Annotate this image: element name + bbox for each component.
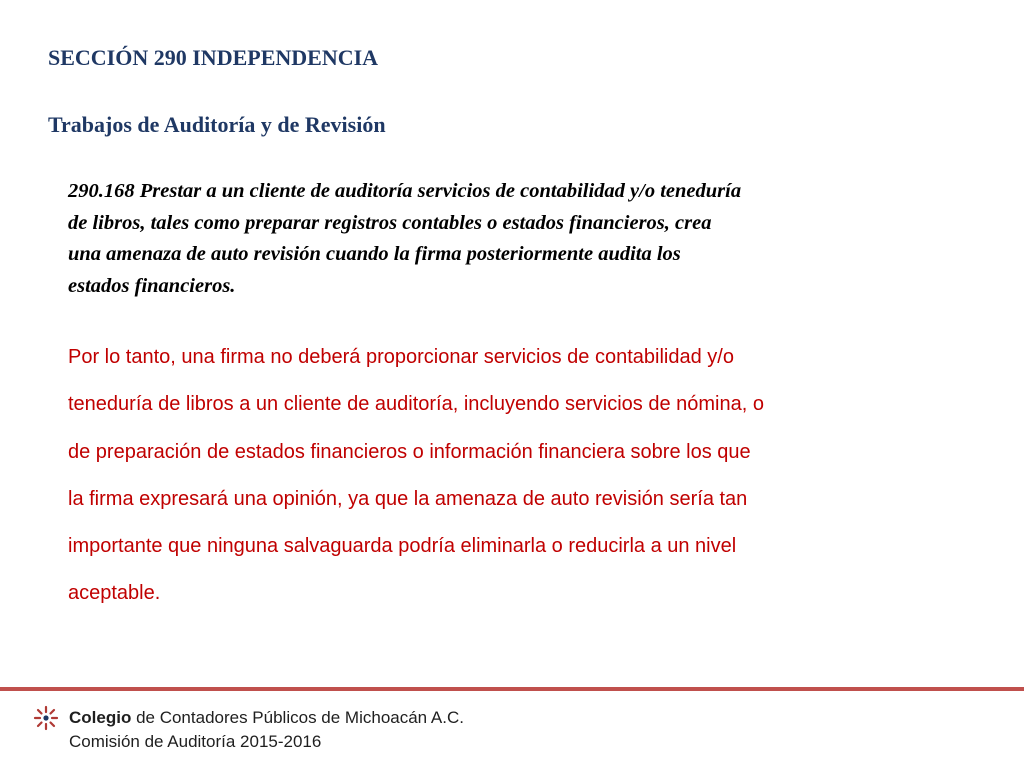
paragraph-line: importante que ninguna salvaguarda podría eliminarla o reducirla a un nivel bbox=[68, 535, 737, 558]
section-subtitle: Trabajos de Auditoría y de Revisión bbox=[48, 112, 386, 137]
paragraph-line: la firma expresará una opinión, ya que la amenaza de auto revisión sería tan bbox=[68, 487, 748, 510]
footer-text bbox=[69, 706, 464, 754]
paragraph-line: de preparación de estados financieros o información financiera sobre los que bbox=[68, 440, 751, 463]
section-title: SECCIÓN 290 INDEPENDENCIA bbox=[48, 45, 379, 70]
paragraph-line: de libros, tales como preparar registros contables o estados financieros, crea bbox=[68, 211, 712, 234]
paragraph-290-168 bbox=[68, 176, 948, 303]
paragraph-line: una amenaza de auto revisión cuando la firma posteriormente audita los bbox=[68, 243, 681, 266]
footer-divider bbox=[0, 687, 1024, 691]
paragraph-line: teneduría de libros a un cliente de auditoría, incluyendo servicios de nómina, o bbox=[68, 393, 764, 416]
sunburst-logo-icon bbox=[33, 705, 59, 731]
conclusion-paragraph bbox=[68, 334, 948, 618]
paragraph-line: 290.168 Prestar a un cliente de auditoría servicios de contabilidad y/o teneduría bbox=[68, 180, 742, 202]
paragraph-line: estados financieros. bbox=[68, 275, 236, 298]
paragraph-line: aceptable. bbox=[68, 582, 161, 605]
footer-organization: Colegio de Contadores Públicos de Michoacán A.C. bbox=[69, 708, 464, 727]
paragraph-line: Por lo tanto, una firma no deberá proporcionar servicios de contabilidad y/o bbox=[68, 346, 734, 368]
footer-commission: Comisión de Auditoría 2015-2016 bbox=[69, 732, 322, 751]
